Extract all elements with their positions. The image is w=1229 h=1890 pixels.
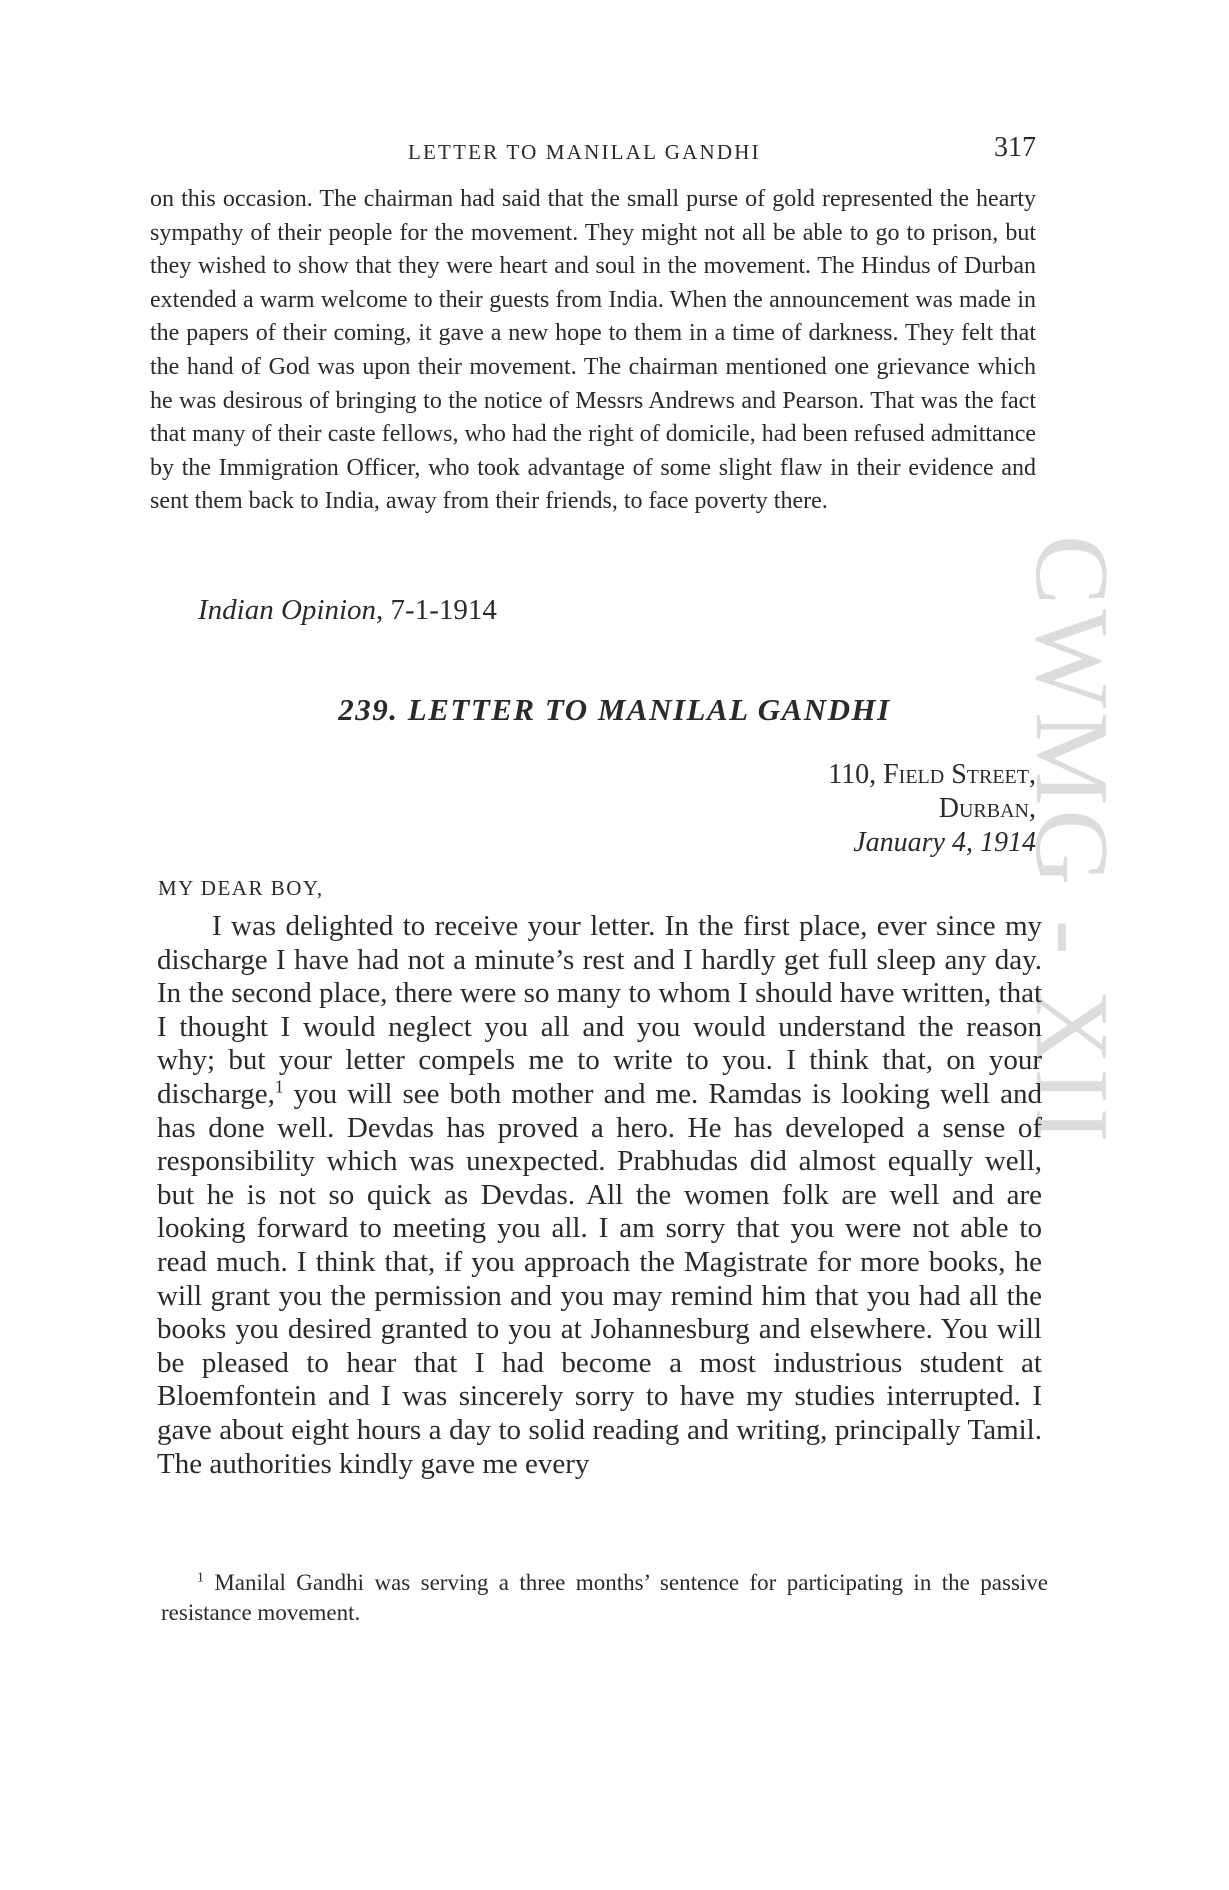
letter-body [157, 910, 1042, 1481]
footnote-reference: 1 [274, 1076, 284, 1097]
footnote-marker: 1 [197, 1569, 204, 1585]
letter-body-part-2: you will see both mother and me. Ramdas is looking well and has done well. Devdas has proved a hero. He has developed a sense of responsibility which was unexpected. Prabhudas did almost equally well, but he is not so quick as Devdas. All the women folk are well and are looking forward to meeting you all. I am sorry that you were not able to read much. I think that, if you approach the Magistrate for more books, he will grant you the permission and you may remind him that you had all the books you desired granted to you at Johannesburg and elsewhere. You will be pleased to hear that I had become a most industrious student at Bloemfontein and I was sincerely sorry to have my studies interrupted. I gave about eight hours a day to solid reading and writing, principally Tamil. The authorities kindly gave me every [157, 1077, 1042, 1480]
letter-address [828, 758, 1036, 860]
watermark: CWMG - XII [1014, 535, 1131, 1147]
salutation: MY DEAR BOY, [158, 876, 324, 900]
footnote [161, 1568, 1048, 1628]
footnote-text: Manilal Gandhi was serving a three months’ sentence for participating in the passive resistance movement. [161, 1570, 1048, 1625]
source-publication: Indian Opinion [198, 594, 377, 626]
letter-date: January 4, 1914 [853, 827, 1036, 858]
running-title: LETTER TO MANILAL GANDHI [408, 140, 761, 164]
running-head [150, 132, 1036, 172]
address-line-1: 110, Field Street, [828, 759, 1036, 790]
letter-title: 239. LETTER TO MANILAL GANDHI [338, 692, 891, 727]
source-date: , 7-1-1914 [376, 594, 497, 626]
source-citation [198, 594, 497, 627]
continued-paragraph: on this occasion. The chairman had said that the small purse of gold represented the hearty sympathy of their people for the movement. They might not all be able to go to prison, but they wished to show that they were heart and soul in the movement. The Hindus of Durban extended a warm welcome to their guests from India. When the announcement was made in the papers of their coming, it gave a new hope to them in a time of darkness. They felt that the hand of God was upon their movement. The chairman mentioned one grievance which he was desirous of bringing to the notice of Messrs Andrews and Pearson. That was the fact that many of their caste fellows, who had the right of domicile, had been refused admittance by the Immigration Officer, who took advantage of some slight flaw in their evidence and sent them back to India, away from their friends, to face poverty there. [150, 186, 1036, 515]
letter-body-part-1: I was delighted to receive your letter. In the first place, ever since my discharge I have had not a minute’s rest and I hardly get full sleep any day. In the second place, there were so many to whom I should have written, that I thought I would neglect you all and you would understand the reason why; but your letter compels me to write to you. I think that, on your discharge, [157, 910, 1042, 1110]
address-line-2: Durban, [938, 793, 1036, 824]
page-number: 317 [994, 132, 1036, 163]
